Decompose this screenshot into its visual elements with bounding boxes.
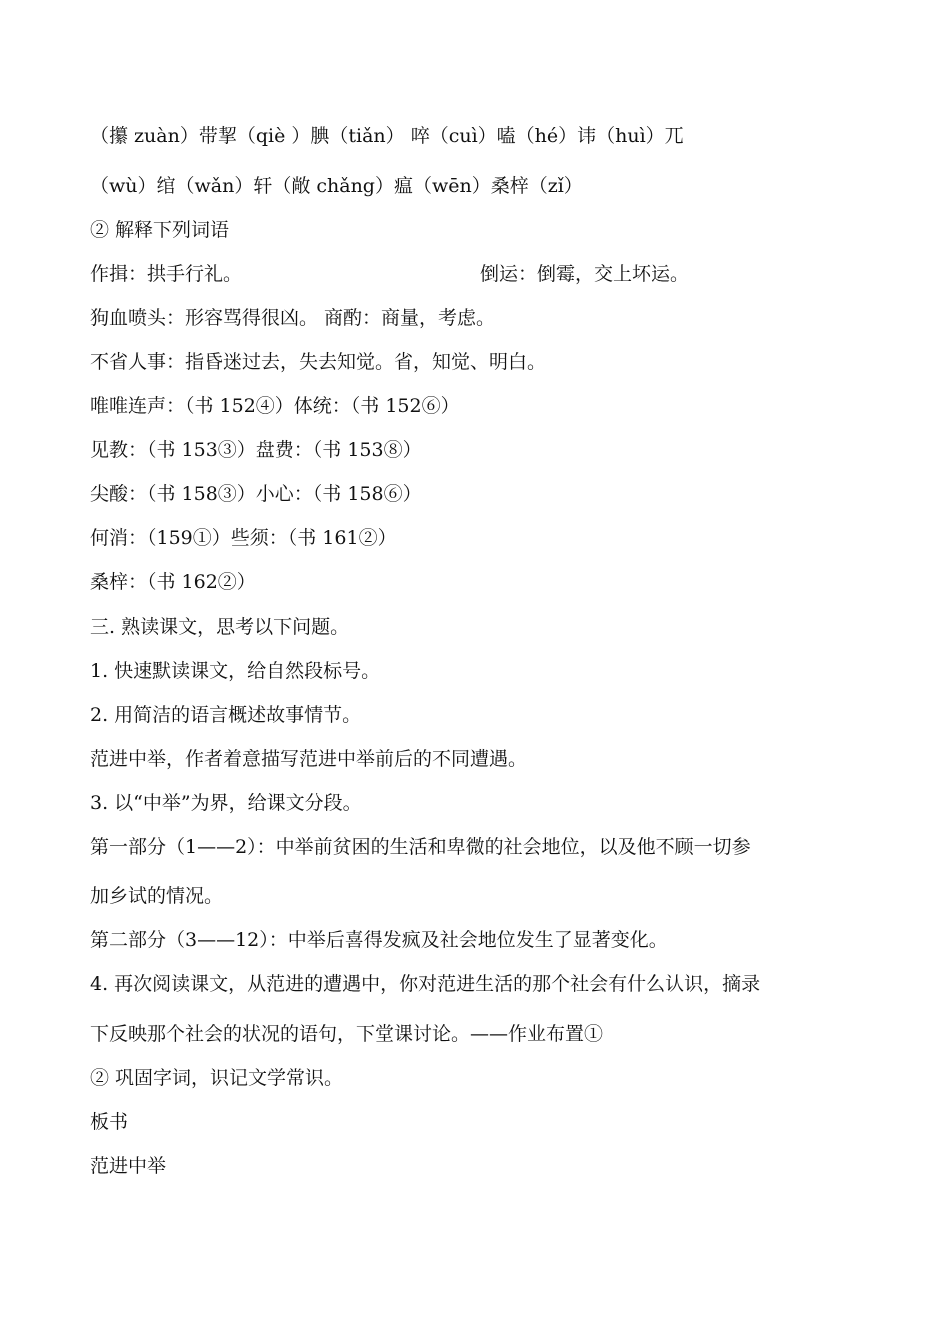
vocab-daoyun: 倒运：倒霉，交上坏运。 — [480, 263, 690, 285]
vocab-row-3: 不省人事：指昏迷过去，失去知觉。省，知觉、明白。 — [90, 351, 547, 373]
vocab-zuoyi: 作揖：拱手行礼。 — [90, 263, 243, 285]
answer-2: 范进中举，作者着意描写范进中举前后的不同遭遇。 — [90, 748, 528, 770]
board-title: 范进中举 — [90, 1155, 167, 1177]
vocab-row-2: 狗血喷头：形容骂得很凶。 商酌：商量，考虑。 — [90, 307, 496, 329]
vocab-row-4: 唯唯连声：（书 152④）体统：（书 152⑥） — [90, 395, 460, 417]
homework-2: ② 巩固字词，识记文学常识。 — [90, 1067, 344, 1089]
vocab-row-5: 见教：（书 153③）盘费：（书 153⑧） — [90, 439, 422, 461]
question-3: 3. 以“中举”为界，给课文分段。 — [90, 792, 362, 814]
vocab-row-8: 桑梓：（书 162②） — [90, 571, 256, 593]
question-4-cont: 下反映那个社会的状况的语句，下堂课讨论。——作业布置① — [90, 1023, 604, 1045]
answer-3-part2: 第二部分（3——12）：中举后喜得发疯及社会地位发生了显著变化。 — [90, 929, 668, 951]
answer-3-part1: 第一部分（1——2）：中举前贫困的生活和卑微的社会地位，以及他不顾一切参 — [90, 836, 751, 858]
pinyin-line-2: （wù）绾（wǎn）轩（敞 chǎng）瘟（wēn）桑梓（zǐ） — [90, 175, 583, 197]
vocab-row-7: 何消：（159①）些须：（书 161②） — [90, 527, 397, 549]
question-1: 1. 快速默读课文，给自然段标号。 — [90, 660, 381, 682]
question-2: 2. 用简洁的语言概述故事情节。 — [90, 704, 362, 726]
section-heading-3: 三. 熟读课文，思考以下问题。 — [90, 616, 350, 638]
answer-3-part1-cont: 加乡试的情况。 — [90, 885, 224, 907]
board-heading: 板书 — [90, 1111, 129, 1133]
section-heading-explain: ② 解释下列词语 — [90, 219, 230, 241]
question-4: 4. 再次阅读课文，从范进的遭遇中，你对范进生活的那个社会有什么认识，摘录 — [90, 973, 761, 995]
vocab-row-6: 尖酸：（书 158③）小心：（书 158⑥） — [90, 483, 422, 505]
pinyin-line-1: （攥 zuàn）带挈（qiè ）腆（tiǎn） 啐（cuì）嗑（hé）讳（huì）兀 — [90, 125, 684, 147]
vocab-row-1 — [90, 262, 690, 286]
